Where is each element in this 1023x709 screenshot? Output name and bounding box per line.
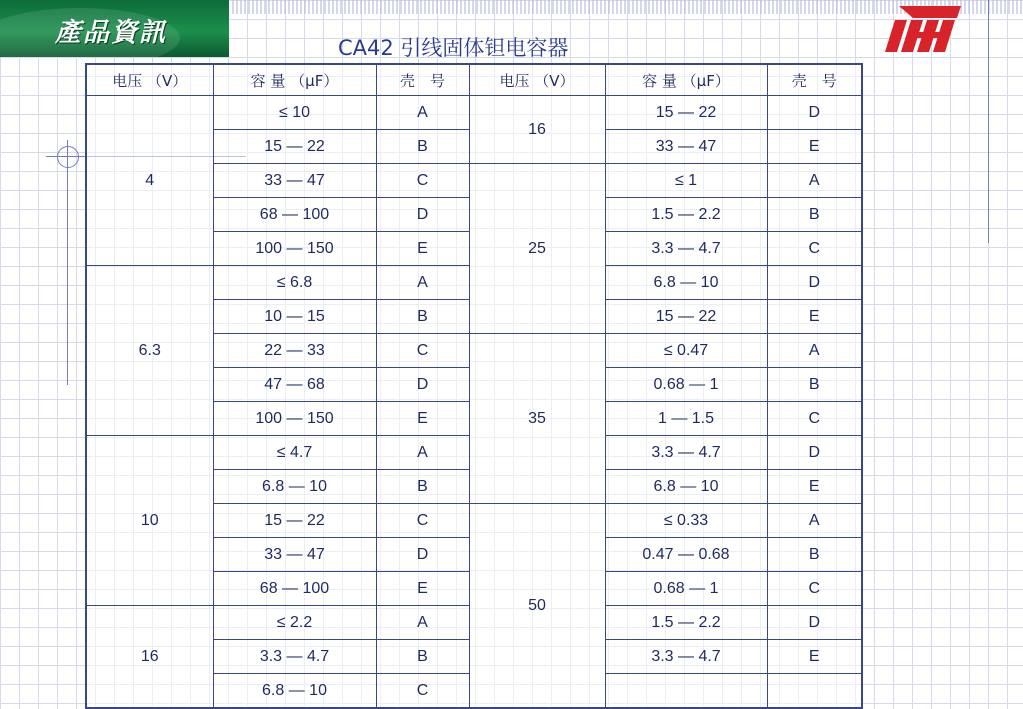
case-cell: B [767, 538, 862, 572]
capacitance-cell: 100 — 150 [213, 402, 376, 436]
case-cell: B [767, 198, 862, 232]
capacitance-cell: 15 — 22 [605, 96, 767, 130]
case-cell: D [767, 96, 862, 130]
capacitance-cell: 1.5 — 2.2 [605, 606, 767, 640]
case-cell: D [767, 436, 862, 470]
empty-cell [767, 674, 862, 709]
case-cell: E [767, 130, 862, 164]
capacitance-cell: 68 — 100 [213, 572, 376, 606]
header-case: 壳 号 [376, 64, 469, 96]
case-cell: B [376, 640, 469, 674]
header-case: 壳 号 [767, 64, 862, 96]
capacitance-cell: ≤ 6.8 [213, 266, 376, 300]
case-cell: C [376, 334, 469, 368]
capacitance-cell: 15 — 22 [213, 130, 376, 164]
case-cell: C [376, 504, 469, 538]
capacitance-cell: 0.68 — 1 [605, 368, 767, 402]
case-cell: B [767, 368, 862, 402]
case-cell: D [767, 266, 862, 300]
case-cell: C [767, 402, 862, 436]
case-cell: C [376, 674, 469, 709]
voltage-cell: 10 [86, 436, 213, 606]
capacitance-cell: 1 — 1.5 [605, 402, 767, 436]
capacitance-cell: 6.8 — 10 [213, 674, 376, 709]
page-title: CA42 引线固体钽电容器 [338, 36, 569, 60]
capacitance-cell: 33 — 47 [213, 164, 376, 198]
case-cell: A [767, 504, 862, 538]
decor-line [67, 140, 68, 385]
capacitance-cell: 15 — 22 [213, 504, 376, 538]
voltage-cell: 35 [469, 334, 605, 504]
voltage-cell: 16 [469, 96, 605, 164]
case-cell: C [767, 232, 862, 266]
table-row [86, 96, 862, 130]
header-voltage: 电压 （V） [86, 64, 213, 96]
capacitance-cell: 68 — 100 [213, 198, 376, 232]
brand-logo-icon [885, 2, 965, 54]
capacitance-cell: 0.68 — 1 [605, 572, 767, 606]
capacitance-cell: 47 — 68 [213, 368, 376, 402]
case-cell: E [376, 572, 469, 606]
capacitance-cell: 0.47 — 0.68 [605, 538, 767, 572]
voltage-cell: 25 [469, 164, 605, 334]
case-cell: C [767, 572, 862, 606]
capacitance-cell: ≤ 4.7 [213, 436, 376, 470]
capacitance-cell: 3.3 — 4.7 [605, 640, 767, 674]
case-cell: B [376, 470, 469, 504]
voltage-cell: 16 [86, 606, 213, 709]
decor-line [988, 0, 989, 243]
case-cell: E [767, 640, 862, 674]
voltage-cell: 4 [86, 96, 213, 266]
table-header-row [86, 64, 862, 96]
capacitance-cell: 6.8 — 10 [605, 470, 767, 504]
logo-text: 產品資訊 [55, 18, 168, 48]
capacitance-cell: 33 — 47 [213, 538, 376, 572]
voltage-cell: 6.3 [86, 266, 213, 436]
crosshair-decor-icon [57, 146, 79, 168]
case-cell: B [376, 130, 469, 164]
capacitance-cell: 6.8 — 10 [213, 470, 376, 504]
case-cell: D [376, 368, 469, 402]
capacitance-cell: ≤ 10 [213, 96, 376, 130]
case-cell: E [376, 402, 469, 436]
capacitance-cell: ≤ 0.47 [605, 334, 767, 368]
capacitance-cell: 33 — 47 [605, 130, 767, 164]
capacitance-cell: 3.3 — 4.7 [213, 640, 376, 674]
case-cell: D [376, 538, 469, 572]
empty-cell [605, 674, 767, 709]
case-cell: A [376, 96, 469, 130]
voltage-cell: 50 [469, 504, 605, 709]
header-voltage: 电压 （V） [469, 64, 605, 96]
capacitance-cell: ≤ 1 [605, 164, 767, 198]
capacitance-cell: ≤ 2.2 [213, 606, 376, 640]
capacitance-cell: 22 — 33 [213, 334, 376, 368]
case-cell: C [376, 164, 469, 198]
capacitance-cell: 3.3 — 4.7 [605, 436, 767, 470]
case-cell: A [376, 436, 469, 470]
header-capacitance: 容 量 （μF） [213, 64, 376, 96]
case-cell: A [376, 266, 469, 300]
case-cell: E [376, 232, 469, 266]
capacitance-cell: ≤ 0.33 [605, 504, 767, 538]
case-cell: A [767, 334, 862, 368]
case-cell: D [767, 606, 862, 640]
case-cell: D [376, 198, 469, 232]
capacitance-cell: 10 — 15 [213, 300, 376, 334]
header-capacitance: 容 量 （μF） [605, 64, 767, 96]
case-cell: E [767, 470, 862, 504]
capacitance-cell: 3.3 — 4.7 [605, 232, 767, 266]
case-cell: A [767, 164, 862, 198]
case-cell: E [767, 300, 862, 334]
capacitance-cell: 100 — 150 [213, 232, 376, 266]
case-cell: B [376, 300, 469, 334]
capacitance-cell: 1.5 — 2.2 [605, 198, 767, 232]
case-cell: A [376, 606, 469, 640]
company-logo-left [0, 0, 229, 57]
capacitance-cell: 6.8 — 10 [605, 266, 767, 300]
capacitance-cell: 15 — 22 [605, 300, 767, 334]
capacitor-table [85, 63, 863, 709]
